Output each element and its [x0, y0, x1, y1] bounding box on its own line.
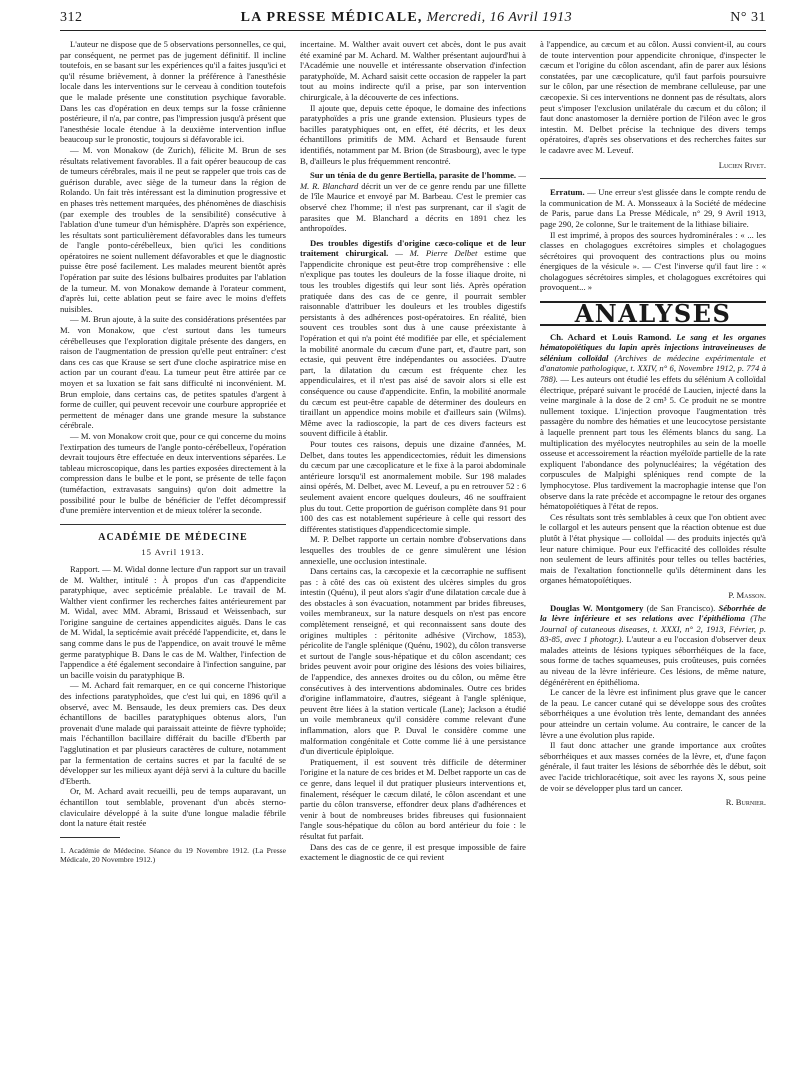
analysis-source: (The Journal of cutaneous diseases, t. XXXI, n° 2, 1913, Février, p. 83-85, avec 1 photogr.).: [540, 613, 766, 645]
paragraph: Dans certains cas, la cæcopexie et la cæcorraphie ne suffisent pas : à côté des cas où existent des ulcères simples du gros intestin (Quénu), il peut alors s'agir d'une dilatation cæcale due à des obstacles à son évacuation, notamment par brides fibreuses, voiles membraneux, sur la nature desquels on n'est pas encore complètement renseigné, et qui reconnaissent sans doute des origines multiples : péritonite adhésive (Virchow, 1853), péricolite de l'angle splénique (Quénu, 1902), du côlon transverse et surtout de l'angle sous-hépatique et du côlon ascendant; ces brides peuvent avoir pour origine des lésions des voies biliaires, de l'appendice, des annexes droites ou du côlon, ou même être consécutives à des interventions abdominales. Outre ces brides d'origine inflammatoire, d'autres, siégeant à l'angle splénique, peuvent être liées à la station verticale (Lane); Jackson a étudié un voile membraneux qu'il considère comme relevant d'une inflammation, alors que P. Duval le considère comme une malformation congénitale et Cotte comme lié à une persistance d'un diverticule épiploïque.: [300, 566, 526, 757]
analysis-place: (de San Francisco).: [646, 602, 716, 613]
column-2: [300, 39, 526, 1079]
analysis-body: L'auteur a eu l'occasion d'observer deux malades atteints de lésions typiques séborrhéiques de la face, sous forme de taches squameuses, puis croûteuses, puis cornées au niveau de la lèvre inférieure. Ces lésions, de même nature, dégénérèrent en épithélioma.: [540, 634, 766, 687]
article-body: estime que l'appendicite chronique est peut-être trop compréhensive : elle n'explique pas toutes les douleurs de la fosse iliaque droite, ni tous les troubles digestifs qui leur sont liés. Après opération pratiquée dans des cas de ce genre, il pourrait sembler raisonnable d'attribuer les douleurs et les troubles digestifs persistants à des adhérences post-opératoires. En réalité, bien souvent ces troubles sont dus à une cause préexistante à l'opération et qui n'a point été modifiée par elle, et spécialement la mobilité anormale du cæcum d'une part, et, d'autre part, son ectasie, qui peuvent être indépendantes ou associées. D'autre part, la dilatation du cæcum est fréquente chez les appendiculaires, et il n'est pas aisé de savoir alors si elle est conséquence ou cause d'appendicite. Enfin, la mobilité anormale du cæcum est peut-être capable de déterminer des douleurs en tiraillant un appendice moins mobile et d'ailleurs sain (Wilms). Même avec la radioscopie, la part de ces divers facteurs est souvent difficile à établir.: [300, 248, 526, 439]
paragraph: Il ajoute que, depuis cette époque, le domaine des infections paratyphoïdes a pris une grande extension. Plusieurs types de bacilles paratyphiques ont, en effet, été décrits, et les deux échantillons primitifs de MM. Achard et Bensaude furent identifiés, notamment par M. Brion (de Strasbourg), avec le type B, d'ailleurs le plus fréquemment rencontré.: [300, 102, 526, 166]
article-author: — M. R. Blanchard: [300, 170, 526, 191]
paragraph: — M. Achard fait remarquer, en ce qui concerne l'historique des infections paratyphoïdes, que c'est lui qui, en 1896 qu'il a observé, avec M. Bensaude, les deux premiers cas. Des deux échantillons de bacilles paratyphiques obtenus alors, l'un provenait d'une malade qui paraissait atteinte de fièvre typhoïde; mais l'échantillon bacillaire différait du bacille d'Eberth par l'agglutination et par plusieurs caractères de culture, notamment par la fermentation de certains sucres et par la faculté de se développer sur les milieux ayant déjà servi à la culture du bacille d'Eberth.: [60, 680, 286, 786]
column-1: [60, 39, 286, 1079]
paragraph: — M. von Monakow croit que, pour ce qui concerne du moins l'extirpation des tumeurs de l'angle ponto-cérébelleux, l'opération devrait toujours être effectuée en deux interventions séparées. Le tableau microscopique, dans les parties exposées directement à la compression dans le bulbe et le pont, se présente de telle façon (tuméfaction, extravasats sanguins) qu'on doit admettre la possibilité pour le bulbe de bénéficier de l'effet décompressif d'une première intervention et de mieux tolérer la seconde.: [60, 430, 286, 516]
signature: P. Masson.: [728, 589, 766, 600]
divider: [60, 524, 286, 525]
analysis-body: — Les auteurs ont étudié les effets du sélénium A colloïdal électrique, préparé suivant le procédé de Laucien, injecté dans la veine marginale à la dose de 2 cm³ 5. Ce produit ne se montre nullement toxique. L'injection provoque l'augmentation très passagère du nombre des hématies et une leucocytose persistante à laquelle prennent part tous les éléments blancs du sang. La multiplication des myélocytes neutrophiles au sein de la moelle osseuse et accessoirement la réaction myéloïde partielle de la rate expliquent l'abondance des polynucléaires; la végétation des corpuscules de Malpighi spléniques rend compte de la lymphocytose. Plus tardivement la macrophagie intense que l'on observe dans la rate précède et accompagne le retour des organes hématopoïétiques à l'état de repos.: [540, 374, 766, 512]
issue-number: N° 31: [730, 10, 766, 25]
column-3: [540, 39, 766, 1079]
article-troubles-digestifs: [300, 238, 526, 439]
article-ténia: [300, 170, 526, 234]
analysis-entry: [540, 332, 766, 512]
paragraph: Pratiquement, il est souvent très difficile de déterminer l'origine et la nature de ces brides et M. Delbet rapporte un cas de ce genre, dans lequel il dut pratiquer plusieurs interventions et, finalement, réséquer le cæcum dilaté, le côlon ascendant et une partie du côlon transverse, effondrer deux plans d'adhérences et venir à bout de nombreuses brides fibreuses qui fusionnaient l'angle sous-hépatique du côlon au bord antérieur du foie : le résultat fut parfait.: [300, 756, 526, 841]
erratum: [540, 187, 766, 229]
erratum-body: — Une erreur s'est glissée dans le compte rendu de la communication de M. A. Monsseaux à la Société de médecine de Paris, parue dans La Presse Médicale, n° 29, 9 Avril 1913, page 290, 2e colonne, Sur le traitement de la lithiase biliaire.: [540, 187, 766, 229]
article-body: décrit un ver de ce genre rendu par une fillette de l'île Maurice et envoyé par M. Barbeau. C'est le premier cas observé chez l'homme; il n'est pas surprenant, car il s'agit de parasites que M. Blanchard a décrits en 1891 chez les anthropoïdes.: [300, 180, 526, 234]
section-date: 15 Avril 1913.: [141, 547, 205, 558]
paragraph: M. P. Delbet rapporte un certain nombre d'observations dans lesquelles des troubles de ce genre simulèrent une lésion annexielle, une occlusion intestinale.: [300, 534, 526, 566]
paragraph: Le cancer de la lèvre est infiniment plus grave que le cancer de la peau. Le cancer cutané qui se développe sous des croûtes séborrhéiques a une évolution très lente, demandant des années pour atteindre un certain volume. Au contraire, le cancer de la lèvre a une évolution plus rapide.: [540, 687, 766, 740]
analysis-title: Le sang et les organes hématopoïétiques du lapin après injections intraveineuses de sélénium colloïdal: [540, 331, 766, 363]
paragraph: Or, M. Achard avait recueilli, peu de temps auparavant, un échantillon tout semblable, provenant d'un abcès sterno-claviculaire développé à la suite d'une longue maladie fébrile dont la nature était restée: [60, 786, 286, 829]
signature: R. Burnier.: [725, 797, 766, 808]
paragraph: — M. von Monakow (de Zurich), félicite M. Brun de ses résultats relativement favorables. Il a fait opérer beaucoup de cas de tumeurs cérébrales, mais il ne peut se rappeler que trois cas de guérison durable, avec siège de la tumeur dans la région de Rolando. Un fait très intéressant est la diminution progressive et en phases très nettement marquées, des phénomènes de diaschisis (par exemple des troubles de la sensibilité) consécutive à l'ablation d'une tumeur d'un hémisphère. D'après son expérience, les résultats sont particulièrement défavorables dans les tumeurs de l'angle ponto-cérébelleux, bien qu'ici les conditions opératoires ne soient nullement défavorables et que le diagnostic puisse être posé facilement. Les malades meurent bientôt après l'opération par suite des lésions bulbaires produites par l'ablation de la tumeur. M. von Monakow demande à l'orateur comment, d'après lui, cette ablation peut se faire avec le moins d'effets nuisibles.: [60, 144, 286, 314]
paragraph: incertaine. M. Walther avait ouvert cet abcès, dont le pus avait été examiné par M. Achard. M. Walther présentant aujourd'hui à l'Académie une nouvelle et intéressante observation d'infection paratyphoïde, M. Achard saisit cette occasion de rappeler la part tout au moins indirecte qu'il a prise, par son intervention chirurgicale, à la découverte de ces infections.: [300, 39, 526, 102]
page-number: 312: [60, 10, 83, 25]
signature: Lucien Rivet.: [718, 159, 766, 170]
paragraph: Il faut donc attacher une grande importance aux croûtes séborrhéiques et aux masses cornées de la lèvre, et, d'une façon générale, il faut traiter les lésions de séborrhée dès le début, soit avec l'acide trichloracétique, soit avec les rayons X, sous peine de voir se développer plus tard un cancer.: [540, 740, 766, 793]
analysis-authors: Ch. Achard et Louis Ramond.: [550, 331, 672, 342]
section-heading: ACADÉMIE DE MÉDECINE: [98, 531, 248, 543]
paragraph: L'auteur ne dispose que de 5 observations personnelles, ce qui, par conséquent, ne permet pas de jugement définitif. Il incline toutefois, en se basant sur les expériences qu'il a faites jusqu'ici et qu'il résume brièvement, à donner la préférence à l'anesthésie locale dans les interventions sur le cerveau à condition toutefois que le malade présente une constitution psychique favorable. Dans les cas d'opération en deux temps sur la fosse crânienne postérieure, il n'a, par contre, pas l'impression jusqu'à présent que l'anesthésie locale étendue à la deuxième intervention influe beaucoup sur le pronostic, toujours si défavorable ici.: [60, 39, 286, 145]
columns: [60, 39, 766, 1079]
paragraph: à l'appendice, au cæcum et au côlon. Aussi convient-il, au cours de toute intervention pour appendicite chronique, d'inspecter le cæcum et l'origine du côlon ascendant, afin de parer aux lésions constatées, par une cæcoplicature, qu'il faut parfois poursuivre sur le côlon, par une résection de membrane celluleuse, par une cæcopexie. Si ces interventions ne donnent pas de résultats, alors peut s'imposer l'exclusion unilatérale du cæcum et du côlon; il faut donc anastomoser la dernière portion de l'iléon avec le gros intestin. M. Delbet précise la technique des divers temps opératoires, d'après ses observations et des recherches faites sur le cadavre avec M. Leveuf.: [540, 39, 766, 155]
paragraph: Rapport. — M. Widal donne lecture d'un rapport sur un travail de M. Walther, intitulé : À propos d'un cas d'appendicite paratyphique, avec septicémie préalable. Le travail de M. Walther vient confirmer les recherches faites antérieurement par M. Widal, avec MM. Abrami, Brissaud et Weissenbach, sur l'origine sanguine de certaines appendicites aiguës. Dans le cas de M. Widal, la septicémie avait précédé l'appendicite, et, dans le sang comme dans le pus de l'appendice, on avait trouvé le même germe paratyphique B. Dans le cas de M. Walther, l'infection de l'appendice a été également secondaire à l'infection sanguine, par un bacille voisin du paratyphique B.: [60, 563, 286, 680]
analysis-title: Séborrhée de la lèvre inférieure et ses relations avec l'épithélioma: [540, 602, 766, 624]
footnote-divider: [60, 837, 120, 838]
analysis-source: (Archives de médecine expérimentale et d'anatomie pathologique, t. XXIV, n° 6, Novembre 1912, p. 774 à 788).: [540, 352, 766, 385]
journal-title-line: [241, 10, 572, 26]
journal-title: LA PRESSE MÉDICALE,: [240, 10, 423, 25]
page-header: [60, 10, 766, 31]
paragraph: Il est imprimé, à propos des sources hydrominérales : « ... les classes en cholagogues excrétoires simples et cholagogues sécrétoires qui provoquent des contractions plus ou moins énergiques de la vésicule ». — C'est l'inverse qu'il faut lire : « cholagogues sécrétoires simples, et cholagogues excrétoires qui provoquent... »: [540, 229, 766, 293]
paragraph: Pour toutes ces raisons, depuis une dizaine d'années, M. Delbet, dans toutes les appendicectomies, réduit les dimensions du cæcum par une cæcoplicature et le fixe à la paroi abdominale antérieure lorsqu'il est anormalement mobile. Sur 198 malades ainsi opérés, M. Delbet, avec M. Leveuf, a pu en retrouver 52 : 6 seulement avaient encore quelques douleurs, 46 ne souffraient plus du tout. Cette proportion de guérison complète dans 91 pour 100 des cas est notablement supérieure à celle qui ressort des différentes statistiques d'appendicectomie simple.: [300, 438, 526, 534]
analysis-entry: [540, 603, 766, 688]
paragraph: Ces résultats sont très semblables à ceux que l'on obtient avec le collargol et les auteurs pensent que la réaction obtenue est due plutôt à l'état physique — colloïdal — des produits injectés qu'à leur nature chimique. Pour eux l'efficacité des colloïdes résulte non seulement de leurs affinités pour telles ou telles bactéries, mais de l'exaltation fonctionnelle qu'ils déterminent dans les organes hématopoïétiques.: [540, 511, 766, 586]
analysis-authors: Douglas W. Montgomery: [550, 602, 644, 613]
article-author: — M. Pierre Delbet: [395, 248, 478, 259]
erratum-label: Erratum.: [550, 187, 585, 198]
paragraph: Dans des cas de ce genre, il est presque impossible de faire exactement le diagnostic de ce qui revient: [300, 841, 526, 863]
divider: [540, 178, 766, 179]
paragraph: — M. Brun ajoute, à la suite des considérations présentées par M. von Monakow, que c'est surtout dans les tumeurs cérébelleuses que l'exploration digitale présente des dangers, en raison de l'augmentation de pression qu'elle peut entraîner: c'est dans ces cas que Krause se sert d'une cloche aspiratrice mise en action par un courant d'eau. La tumeur peut être attirée par ce moyen et sa luxation se fait sans difficulté ni inconvénient. M. Brun emploie, dans certains cas, de petites spatules d'argent à forme de cuiller, qui peuvent recevoir une courbure appropriée et permettent de ménager dans une grande mesure la substance cérébrale.: [60, 314, 286, 431]
article-title: Sur un ténia de du genre Bertiella, parasite de l'homme.: [310, 170, 517, 181]
article-title: Des troubles digestifs d'origine cæco-colique et de leur traitement chirurgical.: [300, 237, 526, 259]
analyses-heading: ANALYSES: [574, 299, 732, 329]
footnote: 1. Académie de Médecine. Séance du 19 Novembre 1912. (La Presse Médicale, 20 Novembre 1912.): [60, 845, 286, 864]
issue-date: Mercredi, 16 Avril 1913: [426, 10, 573, 25]
